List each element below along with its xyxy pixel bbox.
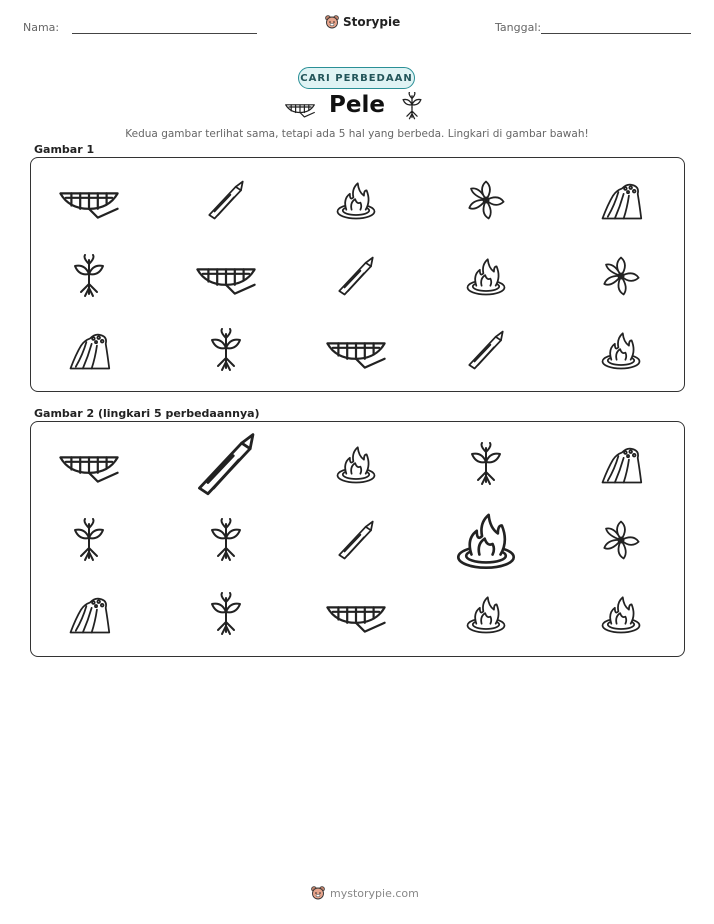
canoe-icon [193,254,259,298]
volcano-icon [599,178,643,222]
name-label: Nama: [23,21,60,34]
sprout-icon [69,254,109,298]
stick-icon[interactable] [191,429,261,499]
brand-name: Storypie [343,15,401,29]
fire-pit-icon[interactable] [464,592,508,636]
canoe-icon[interactable] [56,442,122,486]
volcano-icon[interactable] [599,442,643,486]
fire-pit-icon [464,254,508,298]
stick-icon [334,254,378,298]
footer-url: mystorypie.com [330,886,419,900]
bear-mascot-icon [310,885,326,901]
activity-badge: CARI PERBEDAAN [298,67,415,89]
sprout-icon[interactable] [206,518,246,562]
fire-pit-icon[interactable] [453,507,519,573]
instructions: Kedua gambar terlihat sama, tetapi ada 5 hal yang berbeda. Lingkari di gambar bawah! [125,128,589,140]
date-line [541,33,691,34]
sprout-icon [206,328,246,372]
picture-2-panel[interactable] [30,421,685,657]
plumeria-flower-icon[interactable] [599,518,643,562]
plumeria-flower-icon [464,178,508,222]
fire-pit-icon[interactable] [599,592,643,636]
footer [310,885,419,901]
canoe-icon[interactable] [323,592,389,636]
fire-pit-icon [599,328,643,372]
page-title: Pele [329,92,385,118]
picture-1-label: Gambar 1 [34,143,95,156]
picture-2-label: Gambar 2 (lingkari 5 perbedaannya) [34,407,260,420]
bear-mascot-icon [324,14,340,30]
sprout-icon [399,92,425,120]
sprout-icon[interactable] [466,442,506,486]
sprout-icon[interactable] [206,592,246,636]
sprout-icon[interactable] [69,518,109,562]
date-label: Tanggal: [495,21,542,34]
brand-logo [324,14,400,30]
stick-icon [464,328,508,372]
picture-1-panel [30,157,685,392]
fire-pit-icon[interactable] [334,442,378,486]
stick-icon[interactable] [334,518,378,562]
canoe-icon [56,178,122,222]
volcano-icon [67,328,111,372]
volcano-icon[interactable] [67,592,111,636]
plumeria-flower-icon [599,254,643,298]
fire-pit-icon [334,178,378,222]
canoe-icon [323,328,389,372]
stick-icon [204,178,248,222]
name-line [72,33,257,34]
